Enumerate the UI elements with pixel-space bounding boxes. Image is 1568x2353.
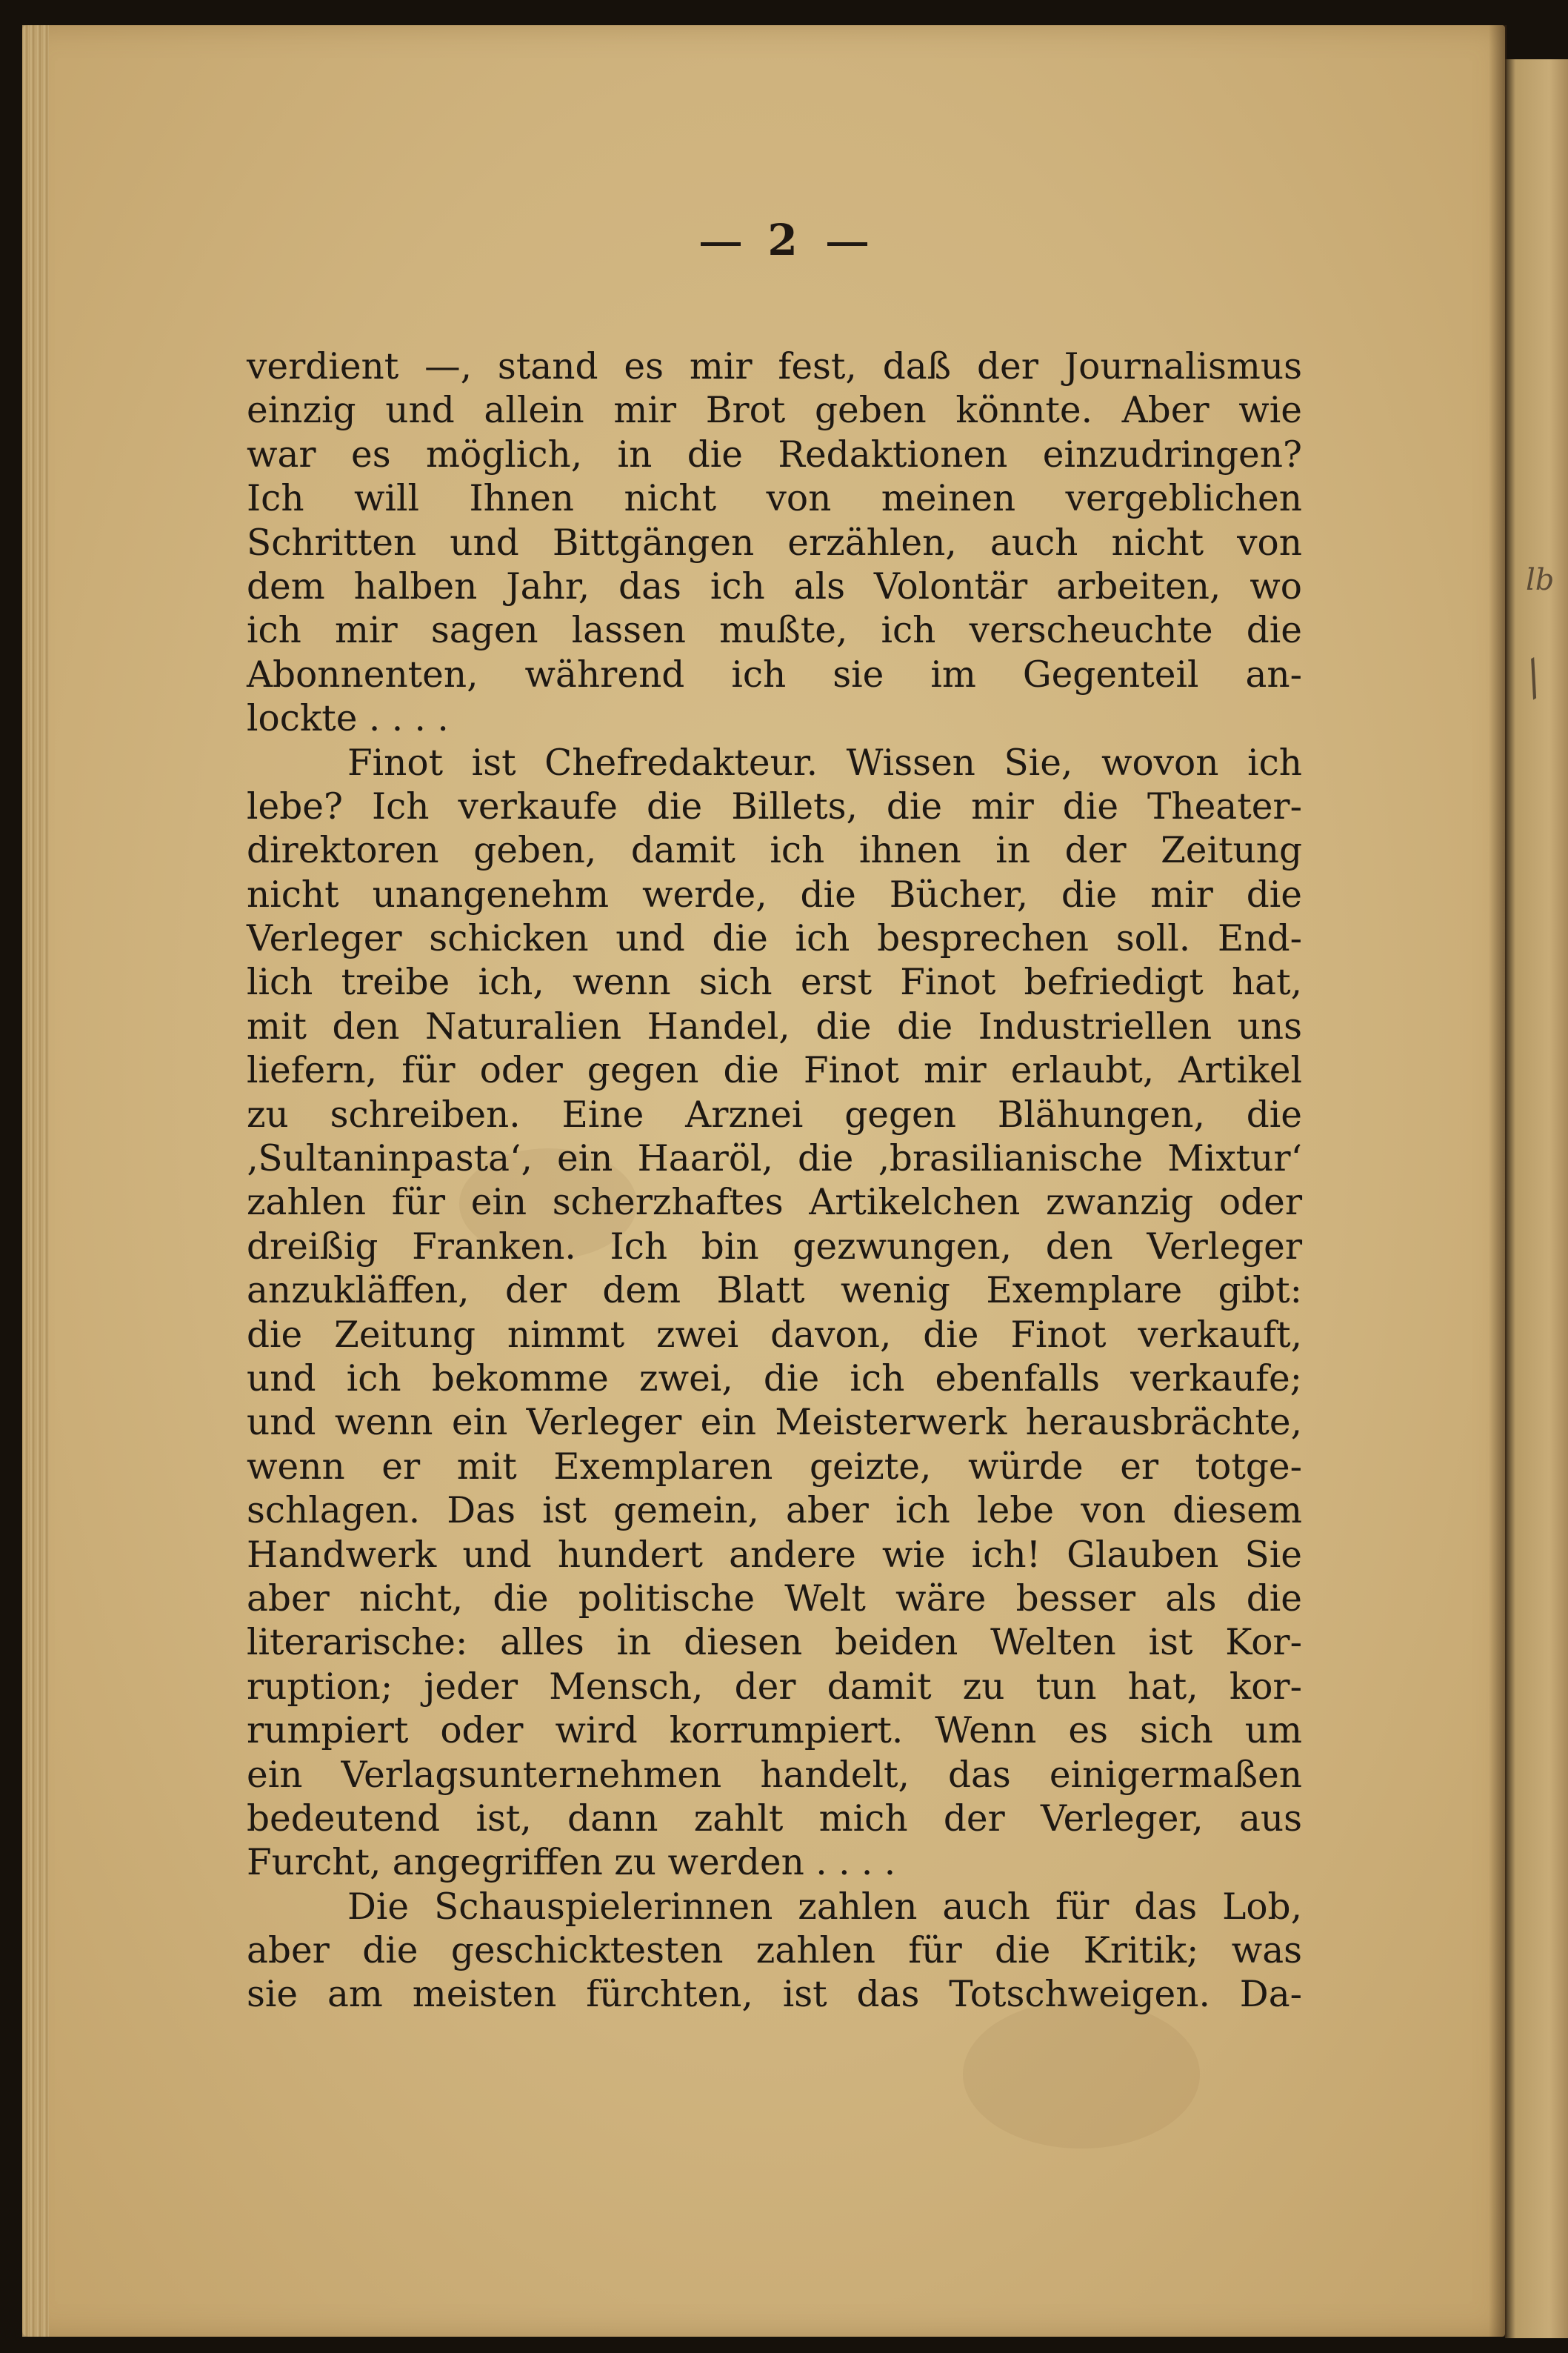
text-line: war es möglich, in die Redaktionen einzudringen? bbox=[247, 433, 1302, 476]
text-line: die Zeitung nimmt zwei davon, die Finot verkauft, bbox=[247, 1314, 1302, 1356]
text-line: bedeutend ist, dann zahlt mich der Verleger, aus bbox=[247, 1797, 1302, 1840]
margin-pencil-stroke: / bbox=[1513, 651, 1553, 705]
text-line: Furcht, angegriffen zu werden . . . . bbox=[247, 1842, 896, 1884]
paper-stain bbox=[963, 2000, 1200, 2149]
adjacent-page-edge bbox=[1505, 59, 1568, 2338]
text-line: ‚Sultaninpasta‘, ein Haaröl, die ‚brasilianische Mixtur‘ bbox=[247, 1138, 1302, 1180]
text-line: ein Verlagsunternehmen handelt, das einigermaßen bbox=[247, 1754, 1302, 1796]
text-line: Abonnenten, während ich sie im Gegenteil an- bbox=[247, 653, 1302, 696]
text-line: sie am meisten fürchten, ist das Totschweigen. Da- bbox=[247, 1974, 1302, 2016]
text-line: Ich will Ihnen nicht von meinen vergeblichen bbox=[247, 478, 1302, 520]
text-line: und wenn ein Verleger ein Meisterwerk herausbrächte, bbox=[247, 1402, 1302, 1444]
text-line: liefern, für oder gegen die Finot mir erlaubt, Artikel bbox=[247, 1050, 1302, 1092]
text-line: Schritten und Bittgängen erzählen, auch nicht von bbox=[247, 522, 1302, 564]
text-line: direktoren geben, damit ich ihnen in der Zeitung bbox=[247, 830, 1302, 872]
text-line: dreißig Franken. Ich bin gezwungen, den Verleger bbox=[247, 1225, 1302, 1268]
text-line: dem halben Jahr, das ich als Volontär arbeiten, wo bbox=[247, 565, 1302, 608]
text-line: mit den Naturalien Handel, die die Industriellen uns bbox=[247, 1005, 1302, 1048]
text-line: Die Schauspielerinnen zahlen auch für das Lob, bbox=[347, 1886, 1302, 1928]
text-line: einzig und allein mir Brot geben könnte. Aber wie bbox=[247, 390, 1302, 432]
margin-pencil-note: lb bbox=[1526, 563, 1555, 597]
text-line: Handwerk und hundert andere wie ich! Glauben Sie bbox=[247, 1534, 1302, 1576]
text-line: ich mir sagen lassen mußte, ich verscheuchte die bbox=[247, 610, 1302, 652]
text-line: lebe? Ich verkaufe die Billets, die mir die Theater- bbox=[247, 785, 1302, 828]
folio-dash-left bbox=[701, 242, 741, 246]
text-line: und ich bekomme zwei, die ich ebenfalls verkaufe; bbox=[247, 1357, 1302, 1400]
text-line: lockte . . . . bbox=[247, 698, 449, 740]
text-line: zahlen für ein scherzhaftes Artikelchen zwanzig oder bbox=[247, 1182, 1302, 1224]
folio-dash-right bbox=[827, 242, 867, 246]
text-line: literarische: alles in diesen beiden Welten ist Kor- bbox=[247, 1622, 1302, 1664]
page-stack-edge bbox=[22, 25, 49, 2337]
text-line: Finot ist Chefredakteur. Wissen Sie, wovon ich bbox=[347, 742, 1302, 784]
text-line: nicht unangenehm werde, die Bücher, die mir die bbox=[247, 873, 1302, 916]
text-line: ruption; jeder Mensch, der damit zu tun hat, kor- bbox=[247, 1665, 1302, 1708]
text-line: verdient —, stand es mir fest, daß der Journalismus bbox=[247, 346, 1302, 387]
text-line: aber nicht, die politische Welt wäre besser als die bbox=[247, 1577, 1302, 1620]
text-line: anzukläffen, der dem Blatt wenig Exemplare gibt: bbox=[247, 1270, 1302, 1312]
text-line: zu schreiben. Eine Arznei gegen Blähungen, die bbox=[247, 1094, 1302, 1136]
page-number bbox=[0, 215, 1568, 265]
text-line: Verleger schicken und die ich besprechen soll. End- bbox=[247, 918, 1302, 960]
body-text bbox=[247, 345, 1302, 2017]
text-line: aber die geschicktesten zahlen für die Kritik; was bbox=[247, 1930, 1302, 1972]
binding-gutter bbox=[1489, 25, 1507, 2337]
text-line: wenn er mit Exemplaren geizte, würde er totge- bbox=[247, 1445, 1302, 1488]
text-line: schlagen. Das ist gemein, aber ich lebe von diesem bbox=[247, 1490, 1302, 1532]
text-line: rumpiert oder wird korrumpiert. Wenn es sich um bbox=[247, 1710, 1302, 1752]
text-line: lich treibe ich, wenn sich erst Finot befriedigt hat, bbox=[247, 962, 1302, 1004]
page-number-value: 2 bbox=[767, 215, 801, 265]
